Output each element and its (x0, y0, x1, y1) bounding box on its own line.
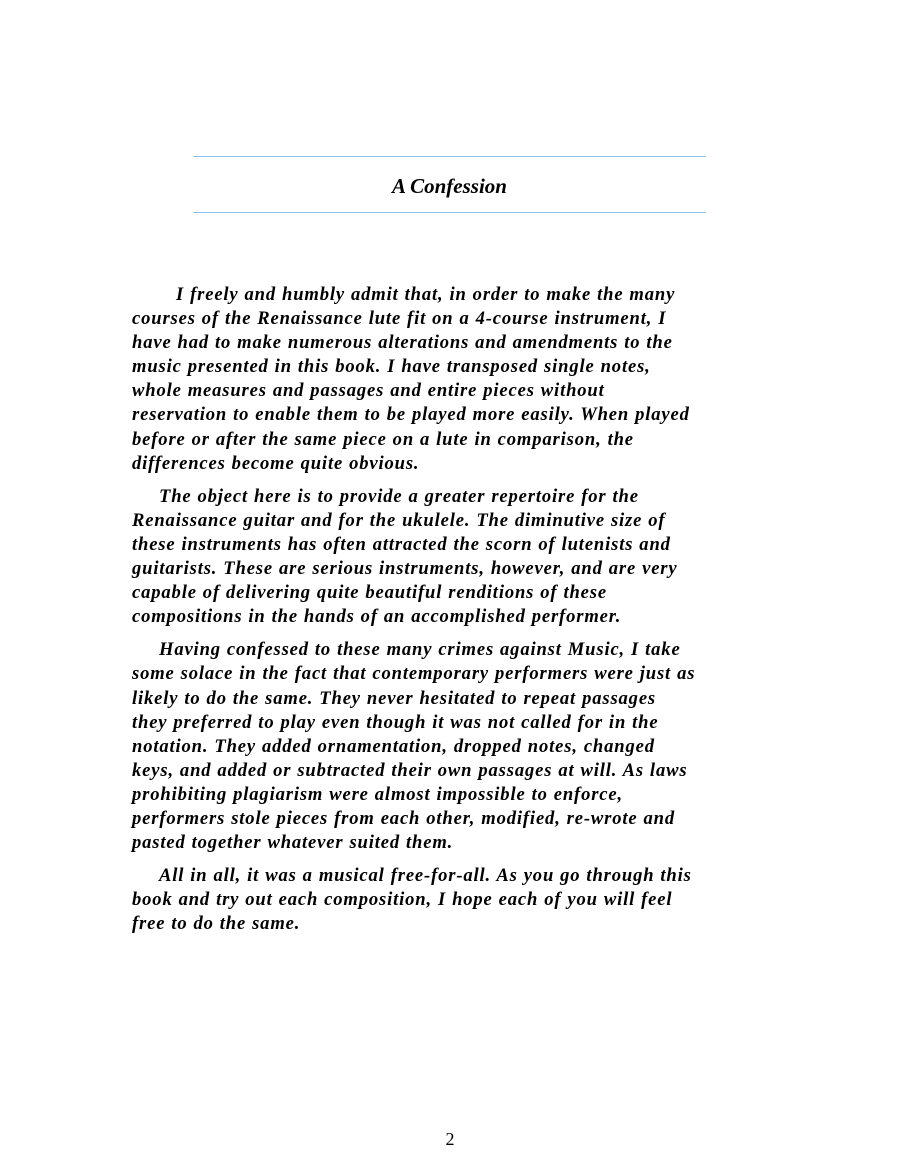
text-line: courses of the Renaissance lute fit on a 4-course instrument, I (132, 308, 667, 330)
title-rule-top (193, 156, 706, 157)
text-line: prohibiting plagiarism were almost impossible to enforce, (132, 783, 624, 805)
text-line: The object here is to provide a greater repertoire for the (159, 485, 639, 507)
text-line: free to do the same. (132, 913, 301, 935)
paragraph-4 (132, 864, 782, 936)
paragraph-3 (132, 638, 782, 855)
text-line: before or after the same piece on a lute in comparison, the (132, 428, 634, 450)
text-line: pasted together whatever suited them. (132, 832, 454, 854)
paragraph-2 (132, 485, 782, 630)
text-line: I freely and humbly admit that, in order to make the many (176, 284, 676, 305)
confession-body (132, 283, 782, 945)
page-number: 2 (445, 1129, 455, 1149)
text-line: reservation to enable them to be played more easily. When played (132, 404, 690, 426)
text-line: Renaissance guitar and for the ukulele. The diminutive size of (132, 509, 666, 531)
text-line: keys, and added or subtracted their own passages at will. As laws (132, 759, 688, 781)
text-line: guitarists. These are serious instruments, however, and are very (132, 558, 678, 580)
page-title: A Confession (392, 174, 507, 198)
text-line: likely to do the same. They never hesitated to repeat passages (132, 687, 657, 709)
text-line: some solace in the fact that contemporary performers were just as (132, 663, 696, 685)
text-line: they preferred to play even though it was not called for in the (132, 711, 659, 733)
text-line: music presented in this book. I have transposed single notes, (132, 356, 651, 378)
text-line: these instruments has often attracted the scorn of lutenists and (132, 533, 671, 555)
text-line: Having confessed to these many crimes against Music, I take (159, 639, 681, 661)
text-line: compositions in the hands of an accomplished performer. (132, 606, 622, 628)
title-rule-bottom (193, 212, 706, 213)
text-line: All in all, it was a musical free-for-all. As you go through this (159, 865, 692, 887)
text-line: performers stole pieces from each other, modified, re-wrote and (132, 807, 676, 829)
text-line: whole measures and passages and entire pieces without (132, 380, 605, 402)
text-line: have had to make numerous alterations and amendments to the (132, 332, 673, 354)
text-line: capable of delivering quite beautiful renditions of these (132, 582, 607, 604)
paragraph-1 (132, 283, 782, 476)
text-line: book and try out each composition, I hope each of you will feel (132, 889, 673, 911)
text-line: differences become quite obvious. (132, 452, 420, 474)
text-line: notation. They added ornamentation, dropped notes, changed (132, 735, 655, 757)
